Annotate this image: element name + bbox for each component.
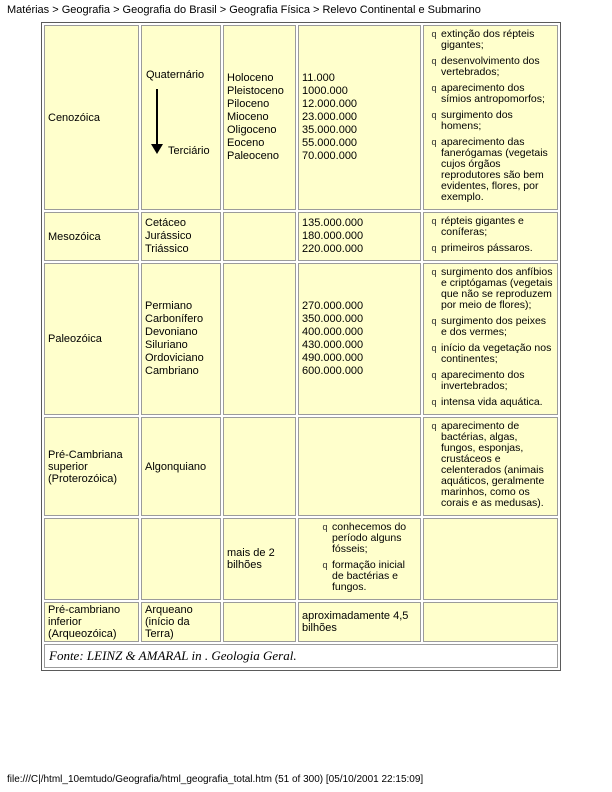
period-item: Cambriano xyxy=(145,365,199,377)
bullet-item: q desenvolvimento dos vertebrados; xyxy=(427,56,554,78)
epoch-item: Piloceno xyxy=(227,98,270,110)
years-item: 350.000.000 xyxy=(302,313,364,325)
bullet-item: q aparecimento dos invertebrados; xyxy=(427,370,554,392)
era-cell-mesozoica: Mesozóica xyxy=(44,212,139,261)
years-item: 70.000.000 xyxy=(302,150,358,162)
bullet-item: q aparecimento das fanerógamas (vegetais cujos órgãos reprodutores são bem evidentes, flores, por exemplo. xyxy=(427,137,554,203)
bullet-item: q formação inicial de bactérias e fungos. xyxy=(302,560,417,593)
bullet-item: q aparecimento de bactérias, algas, fungos, esponjas, crustáceos e celenterados (animais aquáticos, geralmente marinhos, como os corais e as medusas). xyxy=(427,421,554,509)
bullet-marker-icon: q xyxy=(431,370,437,380)
bullet-marker-icon: q xyxy=(431,83,437,93)
period-item: Ordoviciano xyxy=(145,352,204,364)
years-item: 23.000.000 xyxy=(302,111,358,123)
bullet-item: q primeiros pássaros. xyxy=(427,243,554,254)
epoch-item: Holoceno xyxy=(227,72,274,84)
era-cell-pre-cambriana-superior: Pré-Cambriana superior (Proterozóica) xyxy=(44,417,139,516)
periods-cell-paleozoica xyxy=(141,263,221,415)
years-cell-proterozoica xyxy=(298,417,421,516)
years-cell-cenozoica xyxy=(298,25,421,210)
features-cell-empty xyxy=(423,518,558,600)
epochs-cell-proterozoica xyxy=(223,417,296,516)
bullet-marker-icon: q xyxy=(431,397,437,407)
years-item: 490.000.000 xyxy=(302,352,364,364)
period-item: Jurássico xyxy=(145,230,192,242)
bullet-item: q répteis gigantes e coníferas; xyxy=(427,216,554,238)
era-cell-pre-cambriano-inferior: Pré-cambriano inferior (Arqueozóica) xyxy=(44,602,139,642)
geologic-eras-table xyxy=(41,22,561,671)
periods-cell-algonquiano: Algonquiano xyxy=(141,417,221,516)
years-cell-mesozoica xyxy=(298,212,421,261)
epoch-item: Oligoceno xyxy=(227,124,277,136)
bullet-marker-icon: q xyxy=(431,216,437,226)
years-item: 180.000.000 xyxy=(302,230,364,242)
bullet-item: q início da vegetação nos continentes; xyxy=(427,343,554,365)
years-item: 430.000.000 xyxy=(302,339,364,351)
bullet-item: q surgimento dos anfíbios e criptógamas (vegetais que não se reproduzem por meio de flores); xyxy=(427,267,554,311)
bullet-marker-icon: q xyxy=(431,56,437,66)
epochs-cell-cenozoica xyxy=(223,25,296,210)
years-cell-paleozoica xyxy=(298,263,421,415)
features-cell-cenozoica xyxy=(423,25,558,210)
bullet-marker-icon: q xyxy=(431,137,437,147)
bullet-item: q extinção dos répteis gigantes; xyxy=(427,29,554,51)
period-label-terciario: Terciário xyxy=(168,145,210,157)
epochs-cell-paleozoica xyxy=(223,263,296,415)
years-item: 220.000.000 xyxy=(302,243,364,255)
epochs-cell-arqueozoica xyxy=(223,602,296,642)
bullet-marker-icon: q xyxy=(322,560,328,570)
period-item: Permiano xyxy=(145,300,193,312)
years-cell-arqueozoica: aproximadamente 4,5 bilhões xyxy=(298,602,421,642)
period-item: Triássico xyxy=(145,243,189,255)
years-item: 135.000.000 xyxy=(302,217,364,229)
features-cell-mesozoica xyxy=(423,212,558,261)
period-item: Devoniano xyxy=(145,326,198,338)
periods-cell-empty xyxy=(141,518,221,600)
years-item: 270.000.000 xyxy=(302,300,364,312)
period-cell-quaternario-terciario xyxy=(141,25,221,210)
bullet-item: q aparecimento dos símios antropomorfos; xyxy=(427,83,554,105)
bullet-marker-icon: q xyxy=(431,110,437,120)
years-item: 600.000.000 xyxy=(302,365,364,377)
years-item: 11.000 xyxy=(302,72,335,84)
period-item: Cetáceo xyxy=(145,217,186,229)
years-cell-fosseis xyxy=(298,518,421,600)
bullet-marker-icon: q xyxy=(431,243,437,253)
years-item: 1000.000 xyxy=(302,85,348,97)
down-arrow-icon xyxy=(156,89,158,145)
bullet-item: q surgimento dos homens; xyxy=(427,110,554,132)
epoch-item: Pleistoceno xyxy=(227,85,284,97)
periods-cell-arqueano: Arqueano (início da Terra) xyxy=(141,602,221,642)
epochs-cell-mais-de-2-bilhoes: mais de 2 bilhões xyxy=(223,518,296,600)
bullet-marker-icon: q xyxy=(431,421,437,431)
bullet-item: q intensa vida aquática. xyxy=(427,397,554,408)
period-item: Carbonífero xyxy=(145,313,204,325)
bullet-marker-icon: q xyxy=(431,267,437,277)
features-cell-proterozoica xyxy=(423,417,558,516)
years-item: 55.000.000 xyxy=(302,137,358,149)
years-item: 400.000.000 xyxy=(302,326,364,338)
epoch-item: Paleoceno xyxy=(227,150,279,162)
bullet-marker-icon: q xyxy=(431,316,437,326)
era-cell-cenozoica: Cenozóica xyxy=(44,25,139,210)
bullet-marker-icon: q xyxy=(431,29,437,39)
era-cell-empty xyxy=(44,518,139,600)
period-item: Siluriano xyxy=(145,339,188,351)
breadcrumb: Matérias > Geografia > Geografia do Brasil > Geografia Física > Relevo Continental e Submarino xyxy=(7,4,481,16)
era-cell-paleozoica: Paleozóica xyxy=(44,263,139,415)
bullet-marker-icon: q xyxy=(322,522,328,532)
features-cell-paleozoica xyxy=(423,263,558,415)
epochs-cell-mesozoica xyxy=(223,212,296,261)
source-caption: Fonte: LEINZ & AMARAL in . Geologia Geral. xyxy=(44,644,558,668)
bullet-item: q conhecemos do período alguns fósseis; xyxy=(302,522,417,555)
periods-cell-mesozoica xyxy=(141,212,221,261)
epoch-item: Mioceno xyxy=(227,111,269,123)
features-cell-arqueozoica-empty xyxy=(423,602,558,642)
file-path-status: file:///C|/html_10emtudo/Geografia/html_geografia_total.htm (51 of 300) [05/10/2001 22:15:09] xyxy=(7,774,424,785)
down-arrow-head-icon xyxy=(151,144,163,154)
years-item: 12.000.000 xyxy=(302,98,358,110)
years-item: 35.000.000 xyxy=(302,124,358,136)
bullet-item: q surgimento dos peixes e dos vermes; xyxy=(427,316,554,338)
period-label-quaternario: Quaternário xyxy=(146,69,205,81)
bullet-marker-icon: q xyxy=(431,343,437,353)
epoch-item: Eoceno xyxy=(227,137,265,149)
